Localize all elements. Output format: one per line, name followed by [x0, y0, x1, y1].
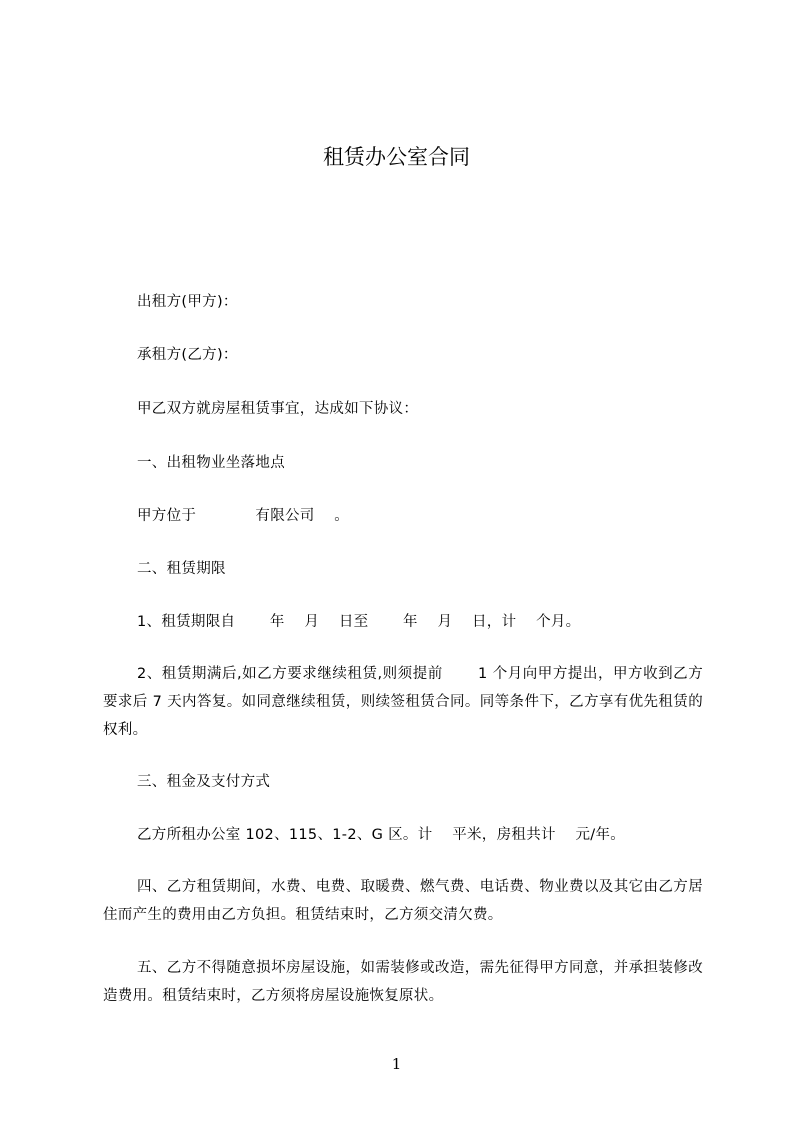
section3-body: 乙方所租办公室 102、115、1-2、G 区。计 平米，房租共计 元/年。: [137, 827, 626, 843]
section1-heading: 一、出租物业坐落地点: [137, 455, 285, 471]
section2-item2: 2、租赁期满后,如乙方要求继续租赁,则须提前 1 个月向甲方提出，甲方收到乙方要求后 7 天内答复。如同意继续租赁，则续签租赁合同。同等条件下，乙方享有优先租赁的权利。: [103, 666, 703, 738]
section1-body: 甲方位于 有限公司 。: [137, 508, 350, 524]
section3-heading: 三、租金及支付方式: [137, 774, 271, 790]
lessor-line: 出租方(甲方)：: [137, 294, 238, 310]
page-number: 1: [391, 1055, 402, 1073]
section4-paragraph: 四、乙方租赁期间，水费、电费、取暖费、燃气费、电话费、物业费以及其它由乙方居住而产生的费用由乙方负担。租赁结束时，乙方须交清欠费。: [103, 879, 703, 923]
intro-line: 甲乙双方就房屋租赁事宜，达成如下协议：: [137, 401, 419, 417]
section2-heading: 二、租赁期限: [137, 561, 226, 577]
lessee-line: 承租方(乙方)：: [137, 347, 238, 363]
document-title: 租赁办公室合同: [323, 145, 470, 169]
section5-paragraph: 五、乙方不得随意损坏房屋设施，如需装修或改造，需先征得甲方同意，并承担装修改造费用。租赁结束时，乙方须将房屋设施恢复原状。: [103, 960, 703, 1004]
section2-item1: 1、租赁期限自 年 月 日至 年 月 日，计 个月。: [137, 614, 581, 630]
